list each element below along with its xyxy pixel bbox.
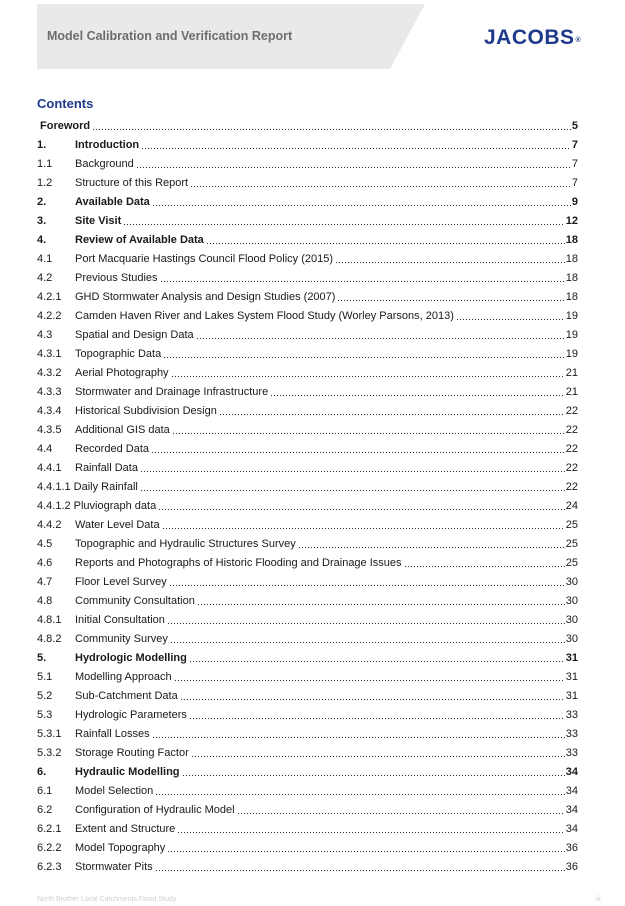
toc-entry[interactable] [37,705,578,724]
toc-entry-title: Reports and Photographs of Historic Flooding and Drainage Issues [75,556,402,569]
toc-entry-number: 4.4.2 [37,518,62,531]
toc-entry-number: 5. [37,651,47,664]
toc-entry[interactable] [37,857,578,876]
toc-dot-leader [155,861,565,873]
toc-entry-title: Introduction [75,138,140,151]
toc-dot-leader [152,196,571,208]
toc-entry-page: 25 [565,518,578,531]
toc-entry[interactable] [37,363,578,382]
toc-entry-title: Rainfall Data [75,461,138,474]
toc-entry[interactable] [37,439,578,458]
toc-entry-number: 4.2 [37,271,53,284]
toc-entry-page: 34 [565,803,578,816]
toc-entry-number: 1.2 [37,176,53,189]
toc-entry-title: Modelling Approach [75,670,172,683]
toc-entry-title: Floor Level Survey [75,575,167,588]
toc-entry-page: 36 [565,841,578,854]
toc-entry-number: 3. [37,214,47,227]
toc-entry[interactable] [37,287,578,306]
toc-entry-page: 5 [571,119,578,132]
toc-entry[interactable] [37,762,578,781]
toc-entry-title: Community Survey [75,632,168,645]
toc-dot-leader [237,804,565,816]
toc-dot-leader [158,500,565,512]
toc-entry-number: 4.7 [37,575,53,588]
toc-entry-number: 4.3.3 [37,385,62,398]
toc-entry-number: 4. [37,233,47,246]
toc-entry-number: 6.2.3 [37,860,62,873]
toc-dot-leader [298,538,565,550]
toc-entry-page: 7 [571,157,578,170]
toc-dot-leader [141,139,571,151]
toc-entry-title: Hydraulic Modelling [75,765,180,778]
toc-entry-title: Initial Consultation [75,613,165,626]
toc-entry[interactable] [37,458,578,477]
toc-dot-leader [167,842,564,854]
toc-entry[interactable] [37,591,578,610]
toc-entry-number: 4.2.1 [37,290,62,303]
toc-dot-leader [151,443,565,455]
toc-entry[interactable] [37,534,578,553]
toc-entry-page: 19 [565,328,578,341]
toc-entry-title: Topographic and Hydraulic Structures Survey [75,537,296,550]
toc-dot-leader [182,766,565,778]
toc-entry-number: 6.1 [37,784,53,797]
toc-entry[interactable] [37,724,578,743]
toc-entry-number: 5.3.2 [37,746,62,759]
toc-entry-title: Model Selection [75,784,154,797]
toc-entry[interactable] [37,135,578,154]
toc-entry-title: Available Data [75,195,150,208]
toc-dot-leader [140,462,565,474]
toc-entry-page: 30 [565,575,578,588]
toc-entry-number: 1.1 [37,157,53,170]
toc-dot-leader [92,120,571,132]
toc-entry-title: Structure of this Report [75,176,189,189]
toc-entry[interactable] [37,819,578,838]
toc-entry-page: 21 [565,366,578,379]
report-title: Model Calibration and Verification Report [47,29,293,43]
toc-entry-title: Storage Routing Factor [75,746,189,759]
toc-entry-page: 31 [565,689,578,702]
toc-entry[interactable] [37,325,578,344]
toc-entry-title: Site Visit [75,214,122,227]
toc-entry[interactable] [37,800,578,819]
toc-entry-title: Camden Haven River and Lakes System Flood Study (Worley Parsons, 2013) [75,309,454,322]
toc-entry-title: Port Macquarie Hastings Council Flood Policy (2015) [75,252,334,265]
toc-entry-title: Hydrologic Parameters [75,708,187,721]
toc-dot-leader [167,614,565,626]
toc-entry-title: Stormwater Pits [75,860,153,873]
toc-entry-number: 4.4 [37,442,53,455]
footer-page-number: iii [596,896,601,903]
toc-dot-leader [160,272,565,284]
toc-dot-leader [189,652,565,664]
toc-entry[interactable] [37,781,578,800]
toc-entry-page: 31 [565,670,578,683]
toc-dot-leader [335,253,565,265]
toc-dot-leader [174,671,565,683]
registered-mark: ® [575,37,582,44]
logo-text: JACOBS [484,26,575,49]
toc-entry-page: 34 [565,765,578,778]
toc-entry-title: Pluviograph data [73,499,157,512]
toc-entry-title: Historical Subdivision Design [75,404,217,417]
toc-entry-title: Daily Rainfall [73,480,138,493]
toc-entry-title: Foreword [40,119,91,132]
jacobs-logo [484,24,581,52]
toc-entry-number: 4.3.1 [37,347,62,360]
toc-entry-title: Community Consultation [75,594,195,607]
toc-dot-leader [172,424,565,436]
toc-entry-page: 18 [565,252,578,265]
toc-dot-leader [171,367,565,379]
toc-entry[interactable] [37,344,578,363]
toc-dot-leader [456,310,565,322]
toc-entry-page: 33 [565,708,578,721]
toc-entry[interactable] [37,838,578,857]
toc-entry-number: 4.3.5 [37,423,62,436]
toc-entry-title: Extent and Structure [75,822,176,835]
toc-entry-number: 4.8.1 [37,613,62,626]
toc-entry[interactable] [37,401,578,420]
toc-dot-leader [136,158,571,170]
toc-entry-title: Background [75,157,134,170]
toc-entry-page: 22 [565,404,578,417]
toc-entry-page: 9 [571,195,578,208]
toc-entry-number: 5.3.1 [37,727,62,740]
toc-entry-number: 4.1 [37,252,53,265]
toc-entry-title: GHD Stormwater Analysis and Design Studies (2007) [75,290,336,303]
toc-entry-title: Spatial and Design Data [75,328,194,341]
toc-entry-title: Topographic Data [75,347,162,360]
toc-entry-page: 7 [571,176,578,189]
toc-entry-title: Previous Studies [75,271,158,284]
toc-entry-number: 4.8 [37,594,53,607]
toc-entry[interactable] [37,553,578,572]
toc-entry-page: 33 [565,746,578,759]
toc-entry-page: 33 [565,727,578,740]
toc-entry[interactable] [37,230,578,249]
toc-entry-title: Stormwater and Drainage Infrastructure [75,385,269,398]
toc-entry-number: 4.4.1.2 [37,499,71,512]
toc-entry-number: 4.2.2 [37,309,62,322]
toc-dot-leader [404,557,565,569]
toc-entry-number: 6.2.2 [37,841,62,854]
toc-entry-page: 25 [565,556,578,569]
toc-entry-title: Review of Available Data [75,233,204,246]
toc-entry-page: 22 [565,461,578,474]
toc-entry-number: 6. [37,765,47,778]
toc-dot-leader [219,405,565,417]
toc-entry[interactable] [37,515,578,534]
toc-entry-page: 25 [565,537,578,550]
toc-entry-title: Additional GIS data [75,423,170,436]
toc-entry[interactable] [37,629,578,648]
toc-dot-leader [189,709,565,721]
toc-entry-page: 22 [565,442,578,455]
toc-entry-title: Hydrologic Modelling [75,651,187,664]
toc-entry-page: 36 [565,860,578,873]
toc-dot-leader [152,728,565,740]
toc-entry-title: Aerial Photography [75,366,169,379]
toc-dot-leader [163,348,565,360]
toc-entry[interactable] [37,743,578,762]
toc-entry-number: 4.4.1 [37,461,62,474]
toc-entry-page: 18 [565,271,578,284]
toc-entry-number: 6.2 [37,803,53,816]
toc-entry-title: Rainfall Losses [75,727,150,740]
toc-entry[interactable] [37,249,578,268]
toc-entry-page: 19 [565,347,578,360]
toc-dot-leader [140,481,565,493]
toc-entry-page: 30 [565,594,578,607]
toc-entry-number: 4.4.1.1 [37,480,71,493]
table-of-contents [37,116,578,876]
toc-entry-page: 12 [565,214,578,227]
toc-dot-leader [197,595,565,607]
toc-entry-number: 5.2 [37,689,53,702]
toc-dot-leader [177,823,564,835]
toc-entry-title: Configuration of Hydraulic Model [75,803,235,816]
toc-dot-leader [206,234,565,246]
toc-entry-number: 5.3 [37,708,53,721]
toc-entry-page: 18 [565,233,578,246]
toc-entry-page: 19 [565,309,578,322]
toc-dot-leader [162,519,565,531]
toc-entry-page: 30 [565,613,578,626]
toc-entry-title: Model Topography [75,841,166,854]
toc-entry[interactable] [37,192,578,211]
toc-dot-leader [123,215,564,227]
toc-dot-leader [196,329,565,341]
toc-entry-page: 21 [565,385,578,398]
toc-entry[interactable] [37,686,578,705]
toc-dot-leader [190,177,571,189]
toc-entry-page: 31 [565,651,578,664]
toc-entry[interactable] [37,306,578,325]
toc-entry-number: 6.2.1 [37,822,62,835]
toc-entry[interactable] [37,648,578,667]
toc-dot-leader [337,291,564,303]
toc-entry-number: 4.5 [37,537,53,550]
toc-entry[interactable] [37,420,578,439]
toc-entry-title: Water Level Data [75,518,160,531]
toc-entry[interactable] [37,116,578,135]
toc-dot-leader [155,785,564,797]
toc-entry[interactable] [37,173,578,192]
toc-entry-number: 1. [37,138,47,151]
toc-entry-page: 30 [565,632,578,645]
toc-entry-title: Sub-Catchment Data [75,689,178,702]
toc-dot-leader [180,690,565,702]
toc-entry-number: 2. [37,195,47,208]
toc-entry[interactable] [37,610,578,629]
toc-entry-page: 34 [565,784,578,797]
toc-entry[interactable] [37,211,578,230]
toc-entry-number: 4.3 [37,328,53,341]
toc-entry-number: 5.1 [37,670,53,683]
toc-entry-page: 22 [565,480,578,493]
toc-entry-page: 34 [565,822,578,835]
toc-entry-number: 4.6 [37,556,53,569]
toc-dot-leader [169,576,565,588]
toc-entry-number: 4.3.2 [37,366,62,379]
toc-dot-leader [270,386,565,398]
toc-entry[interactable] [37,477,578,496]
footer-text: North Brother Local Catchments Flood Study [37,896,177,903]
toc-entry[interactable] [37,572,578,591]
toc-entry[interactable] [37,154,578,173]
toc-dot-leader [170,633,565,645]
toc-entry-number: 4.3.4 [37,404,62,417]
toc-entry[interactable] [37,496,578,515]
contents-heading: Contents [37,96,94,111]
toc-entry-page: 24 [565,499,578,512]
toc-entry-number: 4.8.2 [37,632,62,645]
toc-entry[interactable] [37,268,578,287]
toc-entry-page: 18 [565,290,578,303]
toc-dot-leader [191,747,565,759]
toc-entry-page: 22 [565,423,578,436]
toc-entry[interactable] [37,667,578,686]
toc-entry-title: Recorded Data [75,442,149,455]
toc-entry-page: 7 [571,138,578,151]
toc-entry[interactable] [37,382,578,401]
